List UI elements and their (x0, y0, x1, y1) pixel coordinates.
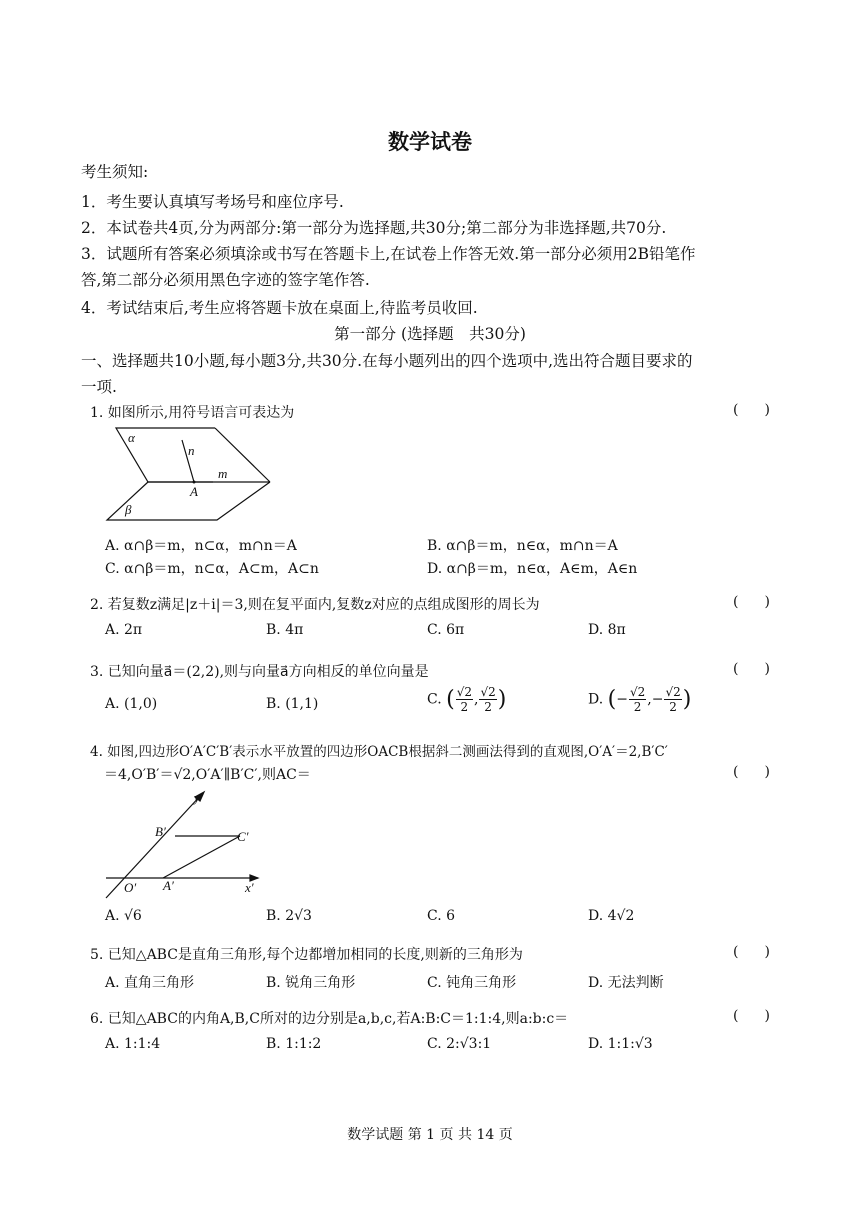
q3-c-frac1-num: √2 (456, 685, 472, 699)
q4-stem-line1: 4. 如图,四边形O′A′C′B′表示水平放置的四边形OACB根据斜二测画法得到的直观图,O′A′＝2,B′C′ (90, 744, 668, 760)
q2-option-d[interactable]: D. 8π (588, 622, 626, 638)
q4-option-b[interactable]: B. 2√3 (266, 908, 312, 924)
q3-option-a[interactable]: A. (1,0) (105, 696, 158, 712)
q2-answer-paren: () (733, 594, 796, 610)
q3-option-c[interactable] (427, 686, 506, 713)
q5-answer-paren: () (733, 944, 796, 960)
q5-stem: 5. 已知△ABC是直角三角形,每个边都增加相同的长度,则新的三角形为 (90, 947, 523, 963)
q3-option-b[interactable]: B. (1,1) (266, 696, 319, 712)
label-n: n (188, 443, 195, 458)
label-A: A (190, 484, 198, 499)
q1-planes-figure (100, 420, 280, 530)
q1-option-b[interactable]: B. α∩β＝m，n∈α，m∩n＝A (427, 538, 618, 554)
label-C-prime: C′ (237, 829, 249, 844)
q6-answer-paren: () (733, 1008, 796, 1024)
q2-option-a[interactable]: A. 2π (105, 622, 143, 638)
label-x-prime: x′ (245, 880, 254, 895)
q1-stem: 1. 如图所示,用符号语言可表达为 (90, 405, 295, 421)
q4-option-c[interactable]: C. 6 (427, 908, 456, 924)
q6-stem: 6. 已知△ABC的内角A,B,C所对的边分别是a,b,c,若A:B:C＝1:1:4,则a:b:c＝ (90, 1011, 569, 1027)
q3-d-rparen: ) (682, 687, 692, 712)
notice-item-2: 2．本试卷共4页,分为两部分:第一部分为选择题,共30分;第二部分为非选择题,共70分. (81, 219, 667, 237)
label-alpha: α (128, 430, 135, 445)
q3-option-d[interactable] (588, 686, 691, 713)
q3-d-minus1: − (616, 691, 628, 708)
q3-d-lparen: ( (607, 687, 617, 712)
q5-option-d[interactable]: D. 无法判断 (588, 975, 664, 991)
q4-option-d[interactable]: D. 4√2 (588, 908, 635, 924)
notice-item-3: 3．试题所有答案必须填涂或书写在答题卡上,在试卷上作答无效.第一部分必须用2B铅笔作 (81, 245, 696, 263)
q3-d-frac1-den: 2 (633, 700, 642, 714)
notice-item-1: 1．考生要认真填写考场号和座位序号. (81, 193, 344, 211)
q3-c-lparen: ( (446, 687, 455, 712)
q2-stem: 2. 若复数z满足|z＋i|＝3,则在复平面内,复数z对应的点组成图形的周长为 (90, 597, 540, 613)
q3-c-frac2 (479, 686, 496, 713)
q3-c-frac2-den: 2 (484, 700, 492, 714)
q3-stem: 3. 已知向量a⃗＝(2,2),则与向量a⃗方向相反的单位向量是 (90, 664, 429, 680)
page-footer: 数学试题 第 1 页 共 14 页 (347, 1127, 513, 1143)
segment-CA (163, 836, 240, 878)
q5-option-b[interactable]: B. 锐角三角形 (266, 975, 356, 991)
q3-d-frac1 (629, 686, 646, 713)
notice-item-3-cont: 答,第二部分必须用黑色字迹的签字笔作答. (81, 271, 370, 289)
q5-option-c[interactable]: C. 钝角三角形 (427, 975, 517, 991)
q3-option-d-letter: D. (588, 691, 604, 708)
q3-c-comma: , (474, 691, 479, 708)
q1-option-c[interactable]: C. α∩β＝m，n⊂α，A⊂m，A⊂n (105, 561, 319, 577)
label-beta: β (125, 502, 132, 517)
q3-d-frac1-num: √2 (629, 685, 646, 699)
q6-option-d[interactable]: D. 1:1:√3 (588, 1036, 653, 1052)
q4-option-a[interactable]: A. √6 (105, 908, 142, 924)
label-B-prime: B′ (155, 824, 166, 839)
q1-option-d[interactable]: D. α∩β＝m，n∈α，A∈m，A∈n (427, 561, 638, 577)
label-y-prime: y′ (194, 790, 203, 805)
label-m: m (218, 466, 228, 481)
q3-c-frac1 (456, 686, 473, 713)
q6-option-a[interactable]: A. 1:1:4 (105, 1036, 161, 1052)
section-title: 第一部分 (选择题 共30分) (334, 325, 526, 343)
q4-answer-paren: () (733, 764, 796, 780)
q3-c-frac1-den: 2 (460, 700, 469, 714)
q3-d-frac2-den: 2 (669, 700, 677, 714)
q3-c-frac2-num: √2 (480, 685, 496, 699)
q3-c-rparen: ) (497, 687, 507, 712)
q4-stem-line2: ＝4,O′B′＝√2,O′A′∥B′C′,则AC＝ (104, 767, 311, 783)
page-title: 数学试卷 (388, 129, 472, 154)
part-instructions-line1: 一、选择题共10小题,每小题3分,共30分.在每小题列出的四个选项中,选出符合题目要求的 (81, 352, 693, 370)
part-instructions-line2: 一项. (81, 378, 117, 396)
q3-d-comma: , (647, 691, 652, 708)
y-axis (106, 794, 202, 898)
label-O-prime: O′ (124, 880, 137, 895)
q3-d-minus2: − (651, 691, 664, 708)
q2-option-b[interactable]: B. 4π (266, 622, 304, 638)
q6-option-b[interactable]: B. 1:1:2 (266, 1036, 322, 1052)
q3-d-frac2 (664, 686, 681, 713)
label-A-prime: A′ (163, 878, 174, 893)
q2-option-c[interactable]: C. 6π (427, 622, 465, 638)
q4-intuitive-figure (100, 786, 270, 896)
q3-d-frac2-num: √2 (665, 685, 681, 699)
q1-answer-paren: () (733, 402, 796, 418)
q6-option-c[interactable]: C. 2:√3:1 (427, 1036, 492, 1052)
q1-option-a[interactable]: A. α∩β＝m，n⊂α，m∩n＝A (105, 538, 297, 554)
q3-answer-paren: () (733, 661, 796, 677)
notice-heading: 考生须知: (81, 163, 149, 181)
notice-item-4: 4．考试结束后,考生应将答题卡放在桌面上,待监考员收回. (81, 299, 478, 317)
q5-option-a[interactable]: A. 直角三角形 (105, 975, 195, 991)
q3-option-c-letter: C. (427, 691, 442, 708)
